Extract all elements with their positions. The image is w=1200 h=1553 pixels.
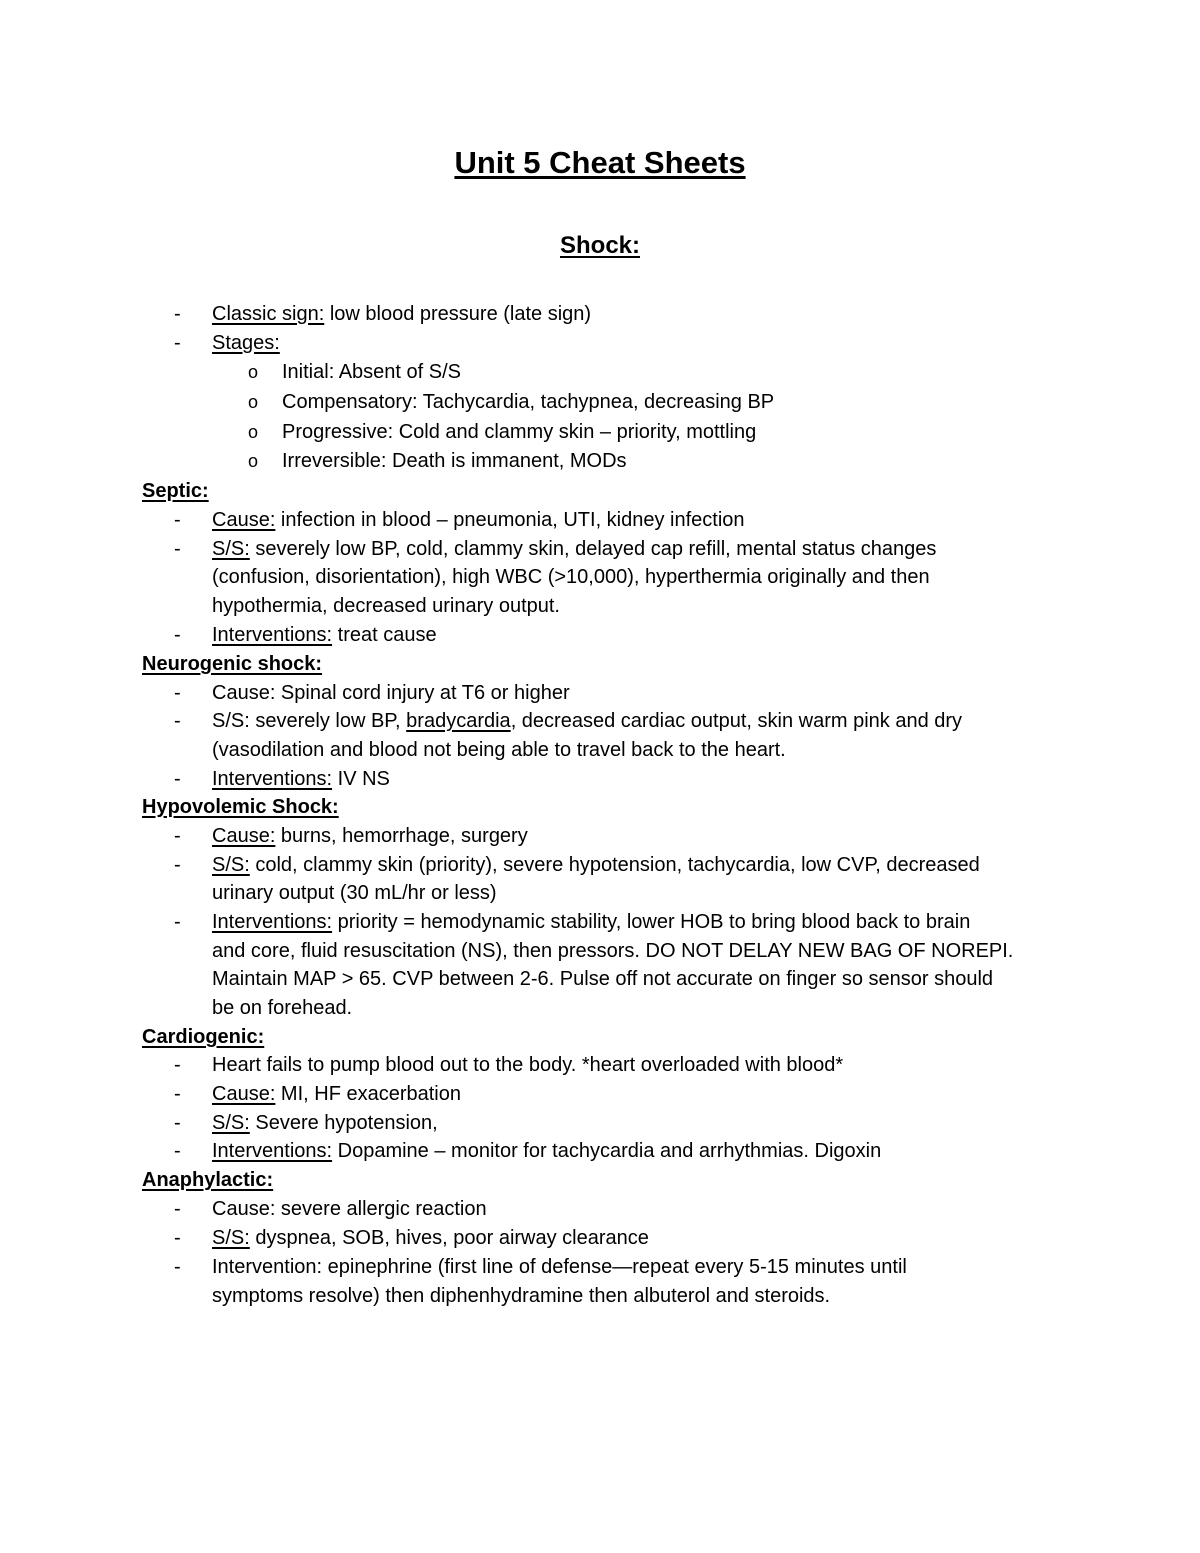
hypovolemic-cause-label: Cause: bbox=[212, 825, 276, 847]
septic-ss-line: (confusion, disorientation), high WBC (>10,000), hyperthermia originally and then bbox=[212, 566, 930, 588]
hypovolemic-ss-line: urinary output (30 mL/hr or less) bbox=[212, 882, 497, 904]
bullet-dash: - bbox=[174, 509, 181, 531]
septic-ss-line: hypothermia, decreased urinary output. bbox=[212, 595, 560, 617]
neurogenic-ss-line2: (vasodilation and blood not being able to travel back to the heart. bbox=[212, 739, 786, 761]
list-item bbox=[0, 535, 1200, 564]
list-item bbox=[0, 822, 1200, 851]
septic-heading: Septic: bbox=[142, 480, 209, 502]
cardiogenic-cause-text: MI, HF exacerbation bbox=[275, 1083, 461, 1105]
septic-ss-label: S/S: bbox=[212, 538, 250, 560]
cardiogenic-ss-label: S/S: bbox=[212, 1112, 250, 1134]
section-title-shock bbox=[0, 229, 1200, 263]
bullet-dash: - bbox=[174, 911, 181, 933]
section-heading-line bbox=[0, 650, 1200, 679]
bullet-dash: - bbox=[174, 332, 181, 354]
list-item-continuation bbox=[0, 965, 1200, 994]
septic-int-label: Interventions: bbox=[212, 624, 333, 646]
bullet-dash: - bbox=[174, 303, 181, 325]
list-item bbox=[0, 621, 1200, 650]
bullet-dash: - bbox=[174, 1112, 181, 1134]
list-item bbox=[0, 300, 1200, 329]
septic-cause-label: Cause: bbox=[212, 509, 276, 531]
sub-list-item bbox=[0, 418, 1200, 447]
list-item bbox=[0, 1224, 1200, 1253]
neurogenic-ss-pre: S/S: severely low BP, bbox=[212, 710, 407, 732]
stage-initial: Initial: Absent of S/S bbox=[282, 361, 461, 383]
sub-list-item bbox=[0, 388, 1200, 417]
bullet-circle: o bbox=[248, 362, 259, 382]
cardiogenic-desc: Heart fails to pump blood out to the body. *heart overloaded with blood* bbox=[212, 1054, 844, 1076]
list-item bbox=[0, 908, 1200, 937]
list-item-continuation bbox=[0, 563, 1200, 592]
cardiogenic-int-label: Interventions: bbox=[212, 1140, 333, 1162]
hypovolemic-int-line: priority = hemodynamic stability, lower HOB to bring blood back to brain bbox=[332, 911, 971, 933]
bullet-circle: o bbox=[248, 451, 259, 471]
cardiogenic-heading: Cardiogenic: bbox=[142, 1026, 265, 1048]
neurogenic-ss-post: , decreased cardiac output, skin warm pink and dry bbox=[510, 710, 963, 732]
neurogenic-ss-bradycardia: bradycardia bbox=[406, 710, 511, 732]
bullet-circle: o bbox=[248, 392, 259, 412]
bullet-dash: - bbox=[174, 1083, 181, 1105]
list-item bbox=[0, 1253, 1200, 1282]
list-item bbox=[0, 1137, 1200, 1166]
list-item bbox=[0, 1195, 1200, 1224]
shock-heading: Shock: bbox=[559, 232, 640, 259]
list-item-continuation bbox=[0, 736, 1200, 765]
hypovolemic-cause-text: burns, hemorrhage, surgery bbox=[275, 825, 528, 847]
septic-int-text: treat cause bbox=[332, 624, 437, 646]
list-item bbox=[0, 851, 1200, 880]
neurogenic-heading: Neurogenic shock: bbox=[142, 653, 323, 675]
anaphylactic-int-line: symptoms resolve) then diphenhydramine then albuterol and steroids. bbox=[212, 1285, 831, 1307]
list-item-continuation bbox=[0, 592, 1200, 621]
classic-sign-text: low blood pressure (late sign) bbox=[324, 303, 592, 325]
stage-irreversible: Irreversible: Death is immanent, MODs bbox=[282, 450, 627, 472]
bullet-dash: - bbox=[174, 624, 181, 646]
cardiogenic-int-text: Dopamine – monitor for tachycardia and arrhythmias. Digoxin bbox=[332, 1140, 882, 1162]
hypovolemic-int-line: and core, fluid resuscitation (NS), then pressors. DO NOT DELAY NEW BAG OF NOREPI. bbox=[212, 940, 1014, 962]
list-item-continuation bbox=[0, 879, 1200, 908]
list-item-continuation bbox=[0, 994, 1200, 1023]
anaphylactic-ss-text: dyspnea, SOB, hives, poor airway clearance bbox=[249, 1227, 649, 1249]
bullet-dash: - bbox=[174, 710, 181, 732]
cardiogenic-ss-text: Severe hypotension, bbox=[249, 1112, 438, 1134]
sub-list-item bbox=[0, 358, 1200, 387]
neurogenic-int-text: IV NS bbox=[332, 768, 390, 790]
bullet-dash: - bbox=[174, 682, 181, 704]
hypovolemic-int-line: Maintain MAP > 65. CVP between 2-6. Pulse off not accurate on finger so sensor should bbox=[212, 968, 994, 990]
anaphylactic-ss-label: S/S: bbox=[212, 1227, 250, 1249]
septic-cause-text: infection in blood – pneumonia, UTI, kidney infection bbox=[275, 509, 745, 531]
stages-label: Stages: bbox=[212, 332, 280, 354]
list-item bbox=[0, 329, 1200, 358]
section-heading-line bbox=[0, 793, 1200, 822]
section-heading-line bbox=[0, 477, 1200, 506]
septic-ss-line: severely low BP, cold, clammy skin, delayed cap refill, mental status changes bbox=[249, 538, 937, 560]
anaphylactic-heading: Anaphylactic: bbox=[142, 1169, 274, 1191]
bullet-dash: - bbox=[174, 1140, 181, 1162]
section-heading-line bbox=[0, 1023, 1200, 1052]
bullet-dash: - bbox=[174, 854, 181, 876]
bullet-dash: - bbox=[174, 1054, 181, 1076]
hypovolemic-int-label: Interventions: bbox=[212, 911, 333, 933]
bullet-circle: o bbox=[248, 422, 259, 442]
stage-compensatory: Compensatory: Tachycardia, tachypnea, decreasing BP bbox=[282, 391, 775, 413]
stage-progressive: Progressive: Cold and clammy skin – priority, mottling bbox=[282, 421, 757, 443]
neurogenic-int-label: Interventions: bbox=[212, 768, 333, 790]
anaphylactic-cause: Cause: severe allergic reaction bbox=[212, 1198, 487, 1220]
bullet-dash: - bbox=[174, 1227, 181, 1249]
list-item bbox=[0, 1051, 1200, 1080]
hypovolemic-heading: Hypovolemic Shock: bbox=[142, 796, 339, 818]
anaphylactic-int-line: Intervention: epinephrine (first line of defense—repeat every 5-15 minutes until bbox=[212, 1256, 907, 1278]
bullet-dash: - bbox=[174, 1256, 181, 1278]
bullet-dash: - bbox=[174, 538, 181, 560]
sub-list-item bbox=[0, 447, 1200, 476]
hypovolemic-ss-line: cold, clammy skin (priority), severe hypotension, tachycardia, low CVP, decreased bbox=[249, 854, 980, 876]
hypovolemic-int-line: be on forehead. bbox=[212, 997, 353, 1019]
list-item bbox=[0, 506, 1200, 535]
list-item bbox=[0, 1109, 1200, 1138]
neurogenic-cause: Cause: Spinal cord injury at T6 or higher bbox=[212, 682, 570, 704]
hypovolemic-ss-label: S/S: bbox=[212, 854, 250, 876]
page-title: Unit 5 Cheat Sheets bbox=[454, 145, 746, 180]
bullet-dash: - bbox=[174, 768, 181, 790]
list-item-continuation bbox=[0, 1282, 1200, 1311]
cardiogenic-cause-label: Cause: bbox=[212, 1083, 276, 1105]
bullet-dash: - bbox=[174, 1198, 181, 1220]
list-item bbox=[0, 765, 1200, 794]
bullet-dash: - bbox=[174, 825, 181, 847]
list-item bbox=[0, 679, 1200, 708]
list-item bbox=[0, 707, 1200, 736]
classic-sign-label: Classic sign: bbox=[212, 303, 325, 325]
list-item bbox=[0, 1080, 1200, 1109]
section-heading-line bbox=[0, 1166, 1200, 1195]
list-item-continuation bbox=[0, 937, 1200, 966]
